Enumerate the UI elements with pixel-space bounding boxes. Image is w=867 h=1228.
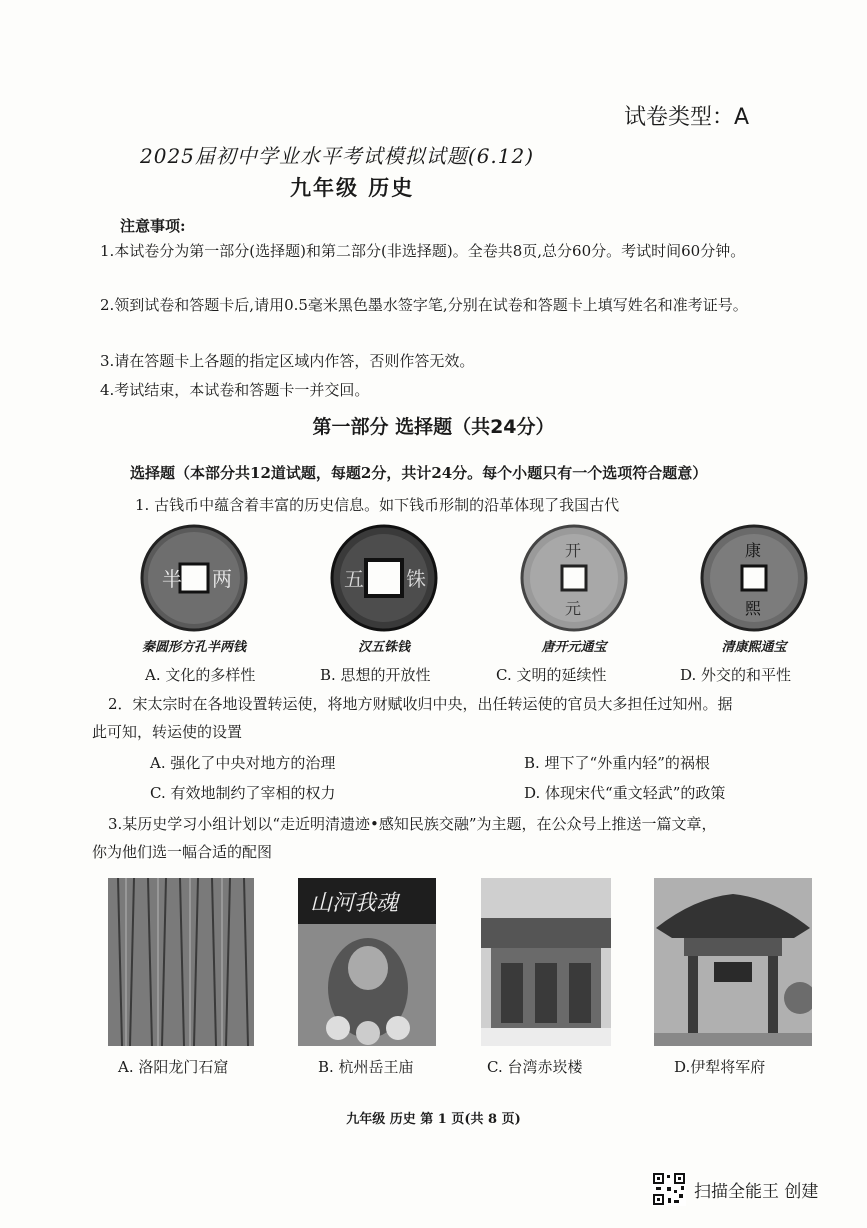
photo-label: A. 洛阳龙门石窟	[118, 1058, 229, 1076]
question-2-option-b: B. 埋下了“外重内轻”的祸根	[524, 754, 710, 772]
photo-label: C. 台湾赤崁楼	[487, 1058, 583, 1076]
coin-char: 熙	[745, 599, 762, 618]
coin-label: 秦圆形方孔半两钱	[141, 640, 246, 655]
coin-char: 铢	[406, 567, 426, 591]
photo-yuewang-temple	[298, 878, 436, 1046]
coin-char: 两	[212, 567, 232, 591]
exam-title: 2025届初中学业水平考试模拟试题(6.12)	[140, 144, 535, 168]
scanner-watermark	[652, 1172, 818, 1206]
section-title: 第一部分 选择题（共24分）	[312, 416, 555, 438]
notice-item: 2.领到试卷和答题卡后,请用0.5毫米黑色墨水签字笔,分别在试卷和答题卡上填写姓名和准考证号。	[100, 296, 748, 314]
notice-item: 1.本试卷分为第一部分(选择题)和第二部分(非选择题)。全卷共8页,总分60分。考试时间60分钟。	[100, 242, 746, 260]
notice-item: 3.请在答题卡上各题的指定区域内作答，否则作答无效。	[100, 352, 475, 370]
photo-label: D.伊犁将军府	[674, 1058, 766, 1076]
photo-yili-general-mansion	[654, 878, 812, 1046]
photo-chikan-tower	[481, 878, 611, 1046]
photo-label: B. 杭州岳王庙	[318, 1058, 414, 1076]
question-2-text: 2．宋太宗时在各地设置转运使，将地方财赋收归中央，出任转运使的官员大多担任过知州。据	[108, 695, 733, 713]
section-intro: 选择题（本部分共12道试题，每题2分，共计24分。每个小题只有一个选项符合题意）	[130, 464, 708, 482]
coin-wuzhu-image	[328, 522, 440, 634]
photo-longmen-grottoes	[108, 878, 254, 1046]
coin-kaiyuan-image	[518, 522, 630, 634]
coin-char: 五	[344, 567, 364, 591]
question-2-option-a: A. 强化了中央对地方的治理	[150, 754, 336, 772]
question-3-text: 3.某历史学习小组计划以“走近明清遗迹•感知民族交融”为主题，在公众号上推送一篇文章，	[108, 815, 717, 833]
coin-char: 开	[565, 541, 582, 560]
exam-subtitle: 九年级 历史	[290, 175, 415, 200]
watermark-text: 扫描全能王 创建	[694, 1181, 819, 1202]
page-footer: 九年级 历史 第 1 页(共 8 页)	[346, 1112, 521, 1127]
question-1-option-c: C. 文明的延续性	[496, 666, 607, 684]
notice-item: 4.考试结束，本试卷和答题卡一并交回。	[100, 381, 370, 399]
photo-banner-text: 山河我魂	[310, 891, 399, 916]
question-2-text-cont: 此可知，转运使的设置	[92, 723, 243, 741]
coin-banliang-image	[138, 522, 250, 634]
question-1-option-a: A. 文化的多样性	[145, 666, 256, 684]
question-1-option-d: D. 外交的和平性	[680, 666, 792, 684]
coin-kangxi-image	[698, 522, 810, 634]
coin-char: 元	[565, 599, 582, 618]
question-1-text: 1. 古钱币中蕴含着丰富的历史信息。如下钱币形制的沿革体现了我国古代	[135, 496, 620, 514]
coin-char: 康	[745, 541, 762, 560]
qr-code-icon	[652, 1172, 686, 1206]
coin-char: 半	[162, 567, 182, 591]
question-1-option-b: B. 思想的开放性	[320, 666, 431, 684]
coin-label: 汉五铢钱	[357, 640, 410, 655]
notice-heading: 注意事项:	[120, 217, 186, 235]
question-2-option-c: C. 有效地制约了宰相的权力	[150, 784, 336, 802]
coin-label: 唐开元通宝	[541, 640, 607, 655]
question-2-option-d: D. 体现宋代“重文轻武”的政策	[524, 784, 726, 802]
coin-label: 清康熙通宝	[721, 640, 787, 655]
question-3-text-cont: 你为他们选一幅合适的配图	[92, 843, 273, 861]
paper-type: 试卷类型：A	[624, 105, 750, 130]
